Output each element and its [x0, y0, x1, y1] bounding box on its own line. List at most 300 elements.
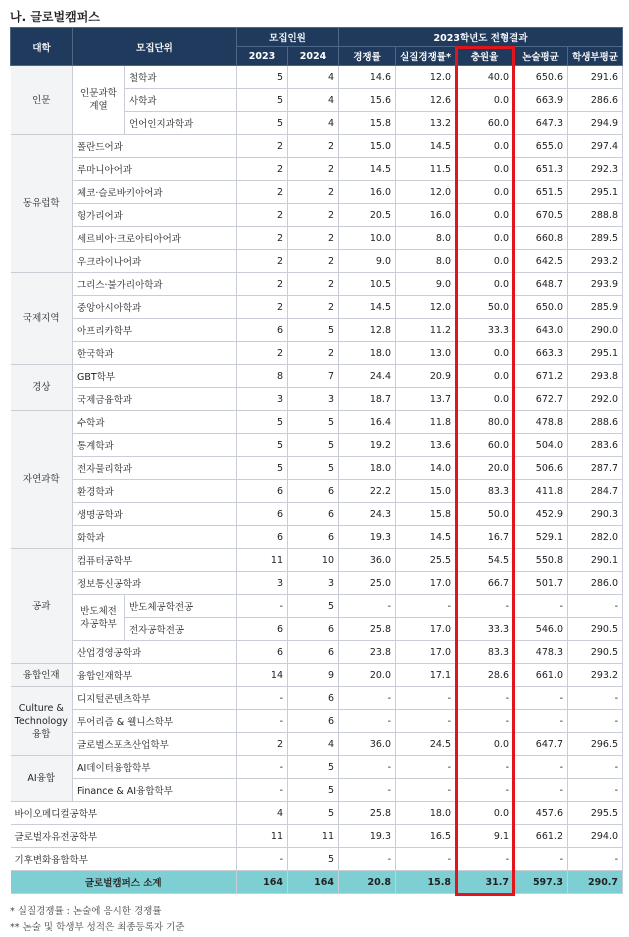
header-real-competition: 실질경쟁률*	[396, 47, 456, 66]
real-competition-cell: 25.5	[396, 549, 456, 572]
competition-cell: 23.8	[339, 641, 396, 664]
competition-cell: 36.0	[339, 733, 396, 756]
essay-avg-cell: 651.3	[514, 158, 568, 181]
table-row	[11, 342, 623, 365]
record-avg-cell: 294.0	[568, 825, 623, 848]
real-competition-cell: 13.7	[396, 388, 456, 411]
quota-2023-cell: 2	[237, 733, 288, 756]
record-avg-cell: 286.0	[568, 572, 623, 595]
quota-2024-cell: 6	[288, 526, 339, 549]
table-row	[11, 135, 623, 158]
quota-2024-cell: 5	[288, 319, 339, 342]
table-row	[11, 549, 623, 572]
header-essay-avg: 논술평균	[514, 47, 568, 66]
real-competition-cell: 12.0	[396, 181, 456, 204]
header-quota: 모집인원	[237, 28, 339, 47]
quota-2024-cell: 9	[288, 664, 339, 687]
table-row	[11, 181, 623, 204]
competition-cell: -	[339, 848, 396, 871]
quota-2023-cell: 3	[237, 388, 288, 411]
waitlist-rate-cell: 0.0	[456, 227, 514, 250]
quota-2024-cell: 5	[288, 848, 339, 871]
unit-name-cell: 바이오메디컬공학부	[11, 802, 237, 825]
record-avg-cell: 290.7	[568, 871, 623, 894]
real-competition-cell: 12.6	[396, 89, 456, 112]
quota-2023-cell: -	[237, 595, 288, 618]
unit-name-cell: 한국학과	[73, 342, 237, 365]
essay-avg-cell: 452.9	[514, 503, 568, 526]
competition-cell: 19.3	[339, 825, 396, 848]
table-row	[11, 457, 623, 480]
essay-avg-cell: 411.8	[514, 480, 568, 503]
quota-2023-cell: -	[237, 848, 288, 871]
essay-avg-cell: 501.7	[514, 572, 568, 595]
table-row	[11, 641, 623, 664]
record-avg-cell: 282.0	[568, 526, 623, 549]
real-competition-cell: 20.9	[396, 365, 456, 388]
table-row	[11, 158, 623, 181]
real-competition-cell: 13.0	[396, 342, 456, 365]
essay-avg-cell: -	[514, 848, 568, 871]
unit-name-cell: 통계학과	[73, 434, 237, 457]
header-waitlist-rate: 충원율	[456, 47, 514, 66]
unit-name-cell: 세르비아·크로아티아어과	[73, 227, 237, 250]
table-row	[11, 66, 623, 89]
quota-2024-cell: 2	[288, 273, 339, 296]
real-competition-cell: 11.2	[396, 319, 456, 342]
unit-name-cell: AI데이터융합학부	[73, 756, 237, 779]
quota-2024-cell: 2	[288, 227, 339, 250]
record-avg-cell: -	[568, 756, 623, 779]
footnote-2: ** 논술 및 학생부 성적은 최종등록자 기준	[10, 922, 185, 933]
competition-cell: 18.0	[339, 457, 396, 480]
total-label-cell: 글로벌캠퍼스 소계	[11, 871, 237, 894]
real-competition-cell: 17.0	[396, 641, 456, 664]
quota-2023-cell: 6	[237, 641, 288, 664]
real-competition-cell: 13.2	[396, 112, 456, 135]
record-avg-cell: 288.8	[568, 204, 623, 227]
real-competition-cell: 24.5	[396, 733, 456, 756]
quota-2024-cell: 6	[288, 618, 339, 641]
waitlist-rate-cell: 33.3	[456, 618, 514, 641]
waitlist-rate-cell: 0.0	[456, 89, 514, 112]
quota-2023-cell: 2	[237, 296, 288, 319]
essay-avg-cell: 670.5	[514, 204, 568, 227]
waitlist-rate-cell: 80.0	[456, 411, 514, 434]
unit-name-cell: 디지털콘텐츠학부	[73, 687, 237, 710]
table-row	[11, 503, 623, 526]
waitlist-rate-cell: 0.0	[456, 342, 514, 365]
record-avg-cell: 295.1	[568, 342, 623, 365]
essay-avg-cell: 457.6	[514, 802, 568, 825]
essay-avg-cell: 663.9	[514, 89, 568, 112]
table-row	[11, 273, 623, 296]
quota-2023-cell: 2	[237, 227, 288, 250]
record-avg-cell: -	[568, 779, 623, 802]
quota-2023-cell: 5	[237, 66, 288, 89]
quota-2023-cell: 6	[237, 618, 288, 641]
waitlist-rate-cell: 50.0	[456, 296, 514, 319]
record-avg-cell: 290.1	[568, 549, 623, 572]
quota-2024-cell: 6	[288, 687, 339, 710]
quota-2024-cell: 2	[288, 135, 339, 158]
table-row	[11, 227, 623, 250]
record-avg-cell: 287.7	[568, 457, 623, 480]
table-body	[11, 66, 623, 894]
table-row	[11, 319, 623, 342]
competition-cell: -	[339, 756, 396, 779]
real-competition-cell: 14.0	[396, 457, 456, 480]
quota-2024-cell: 7	[288, 365, 339, 388]
record-avg-cell: 284.7	[568, 480, 623, 503]
essay-avg-cell: 660.8	[514, 227, 568, 250]
quota-2023-cell: 2	[237, 204, 288, 227]
unit-name-cell: 폴란드어과	[73, 135, 237, 158]
real-competition-cell: -	[396, 756, 456, 779]
unit-name-cell: 글로벌자유전공학부	[11, 825, 237, 848]
quota-2023-cell: 2	[237, 135, 288, 158]
competition-cell: 16.4	[339, 411, 396, 434]
quota-2024-cell: 2	[288, 250, 339, 273]
unit-name-cell: 반도체공학전공	[125, 595, 237, 618]
quota-2023-cell: 14	[237, 664, 288, 687]
college-cell: 공과	[11, 549, 73, 664]
quota-2024-cell: 2	[288, 342, 339, 365]
real-competition-cell: 17.1	[396, 664, 456, 687]
record-avg-cell: 286.6	[568, 89, 623, 112]
header-record-avg: 학생부평균	[568, 47, 623, 66]
table-row	[11, 825, 623, 848]
waitlist-rate-cell: 9.1	[456, 825, 514, 848]
essay-avg-cell: 672.7	[514, 388, 568, 411]
record-avg-cell: 293.9	[568, 273, 623, 296]
header-2023: 2023	[237, 47, 288, 66]
waitlist-rate-cell: 83.3	[456, 641, 514, 664]
unit-name-cell: 환경학과	[73, 480, 237, 503]
waitlist-rate-cell: 28.6	[456, 664, 514, 687]
unit-name-cell: 화학과	[73, 526, 237, 549]
waitlist-rate-cell: 33.3	[456, 319, 514, 342]
record-avg-cell: 293.2	[568, 250, 623, 273]
table-row	[11, 779, 623, 802]
unit-name-cell: Finance & AI융합학부	[73, 779, 237, 802]
record-avg-cell: 296.5	[568, 733, 623, 756]
college-cell: 국제지역	[11, 273, 73, 365]
quota-2024-cell: 6	[288, 480, 339, 503]
real-competition-cell: 16.0	[396, 204, 456, 227]
essay-avg-cell: 661.0	[514, 664, 568, 687]
competition-cell: 19.2	[339, 434, 396, 457]
competition-cell: 36.0	[339, 549, 396, 572]
record-avg-cell: 295.5	[568, 802, 623, 825]
competition-cell: 9.0	[339, 250, 396, 273]
unit-name-cell: 그리스·불가리아학과	[73, 273, 237, 296]
quota-2023-cell: -	[237, 687, 288, 710]
real-competition-cell: 18.0	[396, 802, 456, 825]
section-title: 나. 글로벌캠퍼스	[10, 10, 100, 24]
unit-name-cell: GBT학부	[73, 365, 237, 388]
unit-name-cell: 체코·슬로바키아어과	[73, 181, 237, 204]
unit-name-cell: 헝가리어과	[73, 204, 237, 227]
essay-avg-cell: 504.0	[514, 434, 568, 457]
unit-name-cell: 언어인지과학과	[125, 112, 237, 135]
college-cell: 자연과학	[11, 411, 73, 549]
footnote-1: * 실질경쟁률 : 논술에 응시한 경쟁률	[10, 906, 162, 917]
real-competition-cell: 11.8	[396, 411, 456, 434]
quota-2024-cell: 5	[288, 595, 339, 618]
subgroup-cell: 반도체전자공학부	[73, 595, 125, 641]
unit-name-cell: 산업경영공학과	[73, 641, 237, 664]
waitlist-rate-cell: 0.0	[456, 802, 514, 825]
waitlist-rate-cell: 40.0	[456, 66, 514, 89]
record-avg-cell: 291.6	[568, 66, 623, 89]
real-competition-cell: 17.0	[396, 572, 456, 595]
waitlist-rate-cell: 0.0	[456, 733, 514, 756]
record-avg-cell: 288.6	[568, 411, 623, 434]
college-cell: 동유럽학	[11, 135, 73, 273]
college-cell: Culture & Technology 융합	[11, 687, 73, 756]
quota-2023-cell: 5	[237, 112, 288, 135]
competition-cell: 15.8	[339, 112, 396, 135]
table-row	[11, 710, 623, 733]
subgroup-cell: 인문과학계열	[73, 66, 125, 135]
real-competition-cell: 15.8	[396, 503, 456, 526]
quota-2024-cell: 5	[288, 434, 339, 457]
quota-2024-cell: 4	[288, 112, 339, 135]
table-row	[11, 526, 623, 549]
waitlist-rate-cell: 66.7	[456, 572, 514, 595]
real-competition-cell: 15.8	[396, 871, 456, 894]
college-cell: 인문	[11, 66, 73, 135]
quota-2023-cell: 2	[237, 181, 288, 204]
quota-2023-cell: 164	[237, 871, 288, 894]
essay-avg-cell: 661.2	[514, 825, 568, 848]
unit-name-cell: 우크라이나어과	[73, 250, 237, 273]
real-competition-cell: 16.5	[396, 825, 456, 848]
essay-avg-cell: 529.1	[514, 526, 568, 549]
quota-2024-cell: 3	[288, 388, 339, 411]
record-avg-cell: -	[568, 687, 623, 710]
unit-name-cell: 전자공학전공	[125, 618, 237, 641]
quota-2024-cell: 5	[288, 756, 339, 779]
header-unit: 모집단위	[73, 28, 237, 66]
table-row	[11, 733, 623, 756]
competition-cell: 14.5	[339, 296, 396, 319]
real-competition-cell: -	[396, 595, 456, 618]
record-avg-cell: -	[568, 710, 623, 733]
quota-2024-cell: 2	[288, 204, 339, 227]
unit-name-cell: 중앙아시아학과	[73, 296, 237, 319]
essay-avg-cell: -	[514, 595, 568, 618]
table-row	[11, 756, 623, 779]
waitlist-rate-cell: 50.0	[456, 503, 514, 526]
unit-name-cell: 사학과	[125, 89, 237, 112]
competition-cell: -	[339, 687, 396, 710]
college-cell: 경상	[11, 365, 73, 411]
unit-name-cell: 전자물리학과	[73, 457, 237, 480]
table-row	[11, 411, 623, 434]
record-avg-cell: 292.3	[568, 158, 623, 181]
table-row	[11, 250, 623, 273]
quota-2023-cell: 5	[237, 457, 288, 480]
quota-2024-cell: 2	[288, 296, 339, 319]
real-competition-cell: 9.0	[396, 273, 456, 296]
waitlist-rate-cell: 0.0	[456, 273, 514, 296]
record-avg-cell: 290.5	[568, 641, 623, 664]
essay-avg-cell: 597.3	[514, 871, 568, 894]
essay-avg-cell: -	[514, 779, 568, 802]
quota-2024-cell: 3	[288, 572, 339, 595]
record-avg-cell: -	[568, 848, 623, 871]
unit-name-cell: 루마니아어과	[73, 158, 237, 181]
record-avg-cell: 293.2	[568, 664, 623, 687]
essay-avg-cell: 550.8	[514, 549, 568, 572]
record-avg-cell: 290.5	[568, 618, 623, 641]
real-competition-cell: 13.6	[396, 434, 456, 457]
quota-2023-cell: 2	[237, 158, 288, 181]
waitlist-rate-cell: -	[456, 710, 514, 733]
record-avg-cell: 293.8	[568, 365, 623, 388]
table-row	[11, 664, 623, 687]
real-competition-cell: -	[396, 687, 456, 710]
waitlist-rate-cell: 83.3	[456, 480, 514, 503]
essay-avg-cell: 648.7	[514, 273, 568, 296]
waitlist-rate-cell: -	[456, 595, 514, 618]
competition-cell: 10.0	[339, 227, 396, 250]
table-row	[11, 365, 623, 388]
quota-2023-cell: 5	[237, 89, 288, 112]
real-competition-cell: 8.0	[396, 250, 456, 273]
quota-2023-cell: 3	[237, 572, 288, 595]
quota-2024-cell: 2	[288, 158, 339, 181]
quota-2023-cell: 5	[237, 434, 288, 457]
quota-2024-cell: 4	[288, 89, 339, 112]
college-cell: 융합인재	[11, 664, 73, 687]
waitlist-rate-cell: 0.0	[456, 158, 514, 181]
real-competition-cell: 11.5	[396, 158, 456, 181]
competition-cell: -	[339, 710, 396, 733]
real-competition-cell: 15.0	[396, 480, 456, 503]
real-competition-cell: 8.0	[396, 227, 456, 250]
quota-2023-cell: 6	[237, 526, 288, 549]
competition-cell: 24.4	[339, 365, 396, 388]
essay-avg-cell: 478.8	[514, 411, 568, 434]
competition-cell: 22.2	[339, 480, 396, 503]
quota-2024-cell: 164	[288, 871, 339, 894]
quota-2024-cell: 2	[288, 181, 339, 204]
college-cell: AI융합	[11, 756, 73, 802]
waitlist-rate-cell: 31.7	[456, 871, 514, 894]
table-row	[11, 296, 623, 319]
record-avg-cell: -	[568, 595, 623, 618]
record-avg-cell: 292.0	[568, 388, 623, 411]
essay-avg-cell: -	[514, 710, 568, 733]
record-avg-cell: 290.3	[568, 503, 623, 526]
competition-cell: 15.6	[339, 89, 396, 112]
table-row	[11, 687, 623, 710]
quota-2024-cell: 10	[288, 549, 339, 572]
real-competition-cell: -	[396, 710, 456, 733]
real-competition-cell: -	[396, 848, 456, 871]
waitlist-rate-cell: 20.0	[456, 457, 514, 480]
competition-cell: 20.0	[339, 664, 396, 687]
quota-2024-cell: 5	[288, 411, 339, 434]
record-avg-cell: 295.1	[568, 181, 623, 204]
waitlist-rate-cell: 60.0	[456, 434, 514, 457]
essay-avg-cell: 478.3	[514, 641, 568, 664]
table-row	[11, 204, 623, 227]
unit-name-cell: 생명공학과	[73, 503, 237, 526]
quota-2023-cell: 6	[237, 319, 288, 342]
quota-2023-cell: -	[237, 779, 288, 802]
unit-name-cell: 투어리즘 & 웰니스학부	[73, 710, 237, 733]
record-avg-cell: 283.6	[568, 434, 623, 457]
table-row	[11, 802, 623, 825]
table-row	[11, 572, 623, 595]
unit-name-cell: 국제금융학과	[73, 388, 237, 411]
waitlist-rate-cell: -	[456, 779, 514, 802]
quota-2024-cell: 11	[288, 825, 339, 848]
header-results: 2023학년도 전형결과	[339, 28, 623, 47]
results-table	[10, 27, 623, 894]
unit-name-cell: 수학과	[73, 411, 237, 434]
essay-avg-cell: -	[514, 756, 568, 779]
header-college: 대학	[11, 28, 73, 66]
competition-cell: -	[339, 779, 396, 802]
competition-cell: 14.5	[339, 158, 396, 181]
essay-avg-cell: 650.6	[514, 66, 568, 89]
competition-cell: -	[339, 595, 396, 618]
essay-avg-cell: 546.0	[514, 618, 568, 641]
waitlist-rate-cell: 16.7	[456, 526, 514, 549]
competition-cell: 20.5	[339, 204, 396, 227]
quota-2024-cell: 6	[288, 710, 339, 733]
quota-2023-cell: 11	[237, 825, 288, 848]
essay-avg-cell: 643.0	[514, 319, 568, 342]
essay-avg-cell: 671.2	[514, 365, 568, 388]
competition-cell: 24.3	[339, 503, 396, 526]
essay-avg-cell: 506.6	[514, 457, 568, 480]
waitlist-rate-cell: -	[456, 848, 514, 871]
real-competition-cell: 12.0	[396, 296, 456, 319]
essay-avg-cell: 642.5	[514, 250, 568, 273]
real-competition-cell: -	[396, 779, 456, 802]
waitlist-rate-cell: -	[456, 687, 514, 710]
competition-cell: 20.8	[339, 871, 396, 894]
unit-name-cell: 글로벌스포츠산업학부	[73, 733, 237, 756]
header-2024: 2024	[288, 47, 339, 66]
quota-2024-cell: 4	[288, 733, 339, 756]
waitlist-rate-cell: 0.0	[456, 250, 514, 273]
waitlist-rate-cell: 60.0	[456, 112, 514, 135]
competition-cell: 18.0	[339, 342, 396, 365]
quota-2023-cell: -	[237, 710, 288, 733]
real-competition-cell: 17.0	[396, 618, 456, 641]
table-row	[11, 434, 623, 457]
real-competition-cell: 12.0	[396, 66, 456, 89]
waitlist-rate-cell: 0.0	[456, 181, 514, 204]
record-avg-cell: 289.5	[568, 227, 623, 250]
quota-2024-cell: 5	[288, 457, 339, 480]
header-competition: 경쟁률	[339, 47, 396, 66]
table-row	[11, 848, 623, 871]
waitlist-rate-cell: 0.0	[456, 388, 514, 411]
unit-name-cell: 철학과	[125, 66, 237, 89]
waitlist-rate-cell: 0.0	[456, 365, 514, 388]
quota-2023-cell: 2	[237, 273, 288, 296]
quota-2023-cell: 8	[237, 365, 288, 388]
quota-2023-cell: 6	[237, 480, 288, 503]
